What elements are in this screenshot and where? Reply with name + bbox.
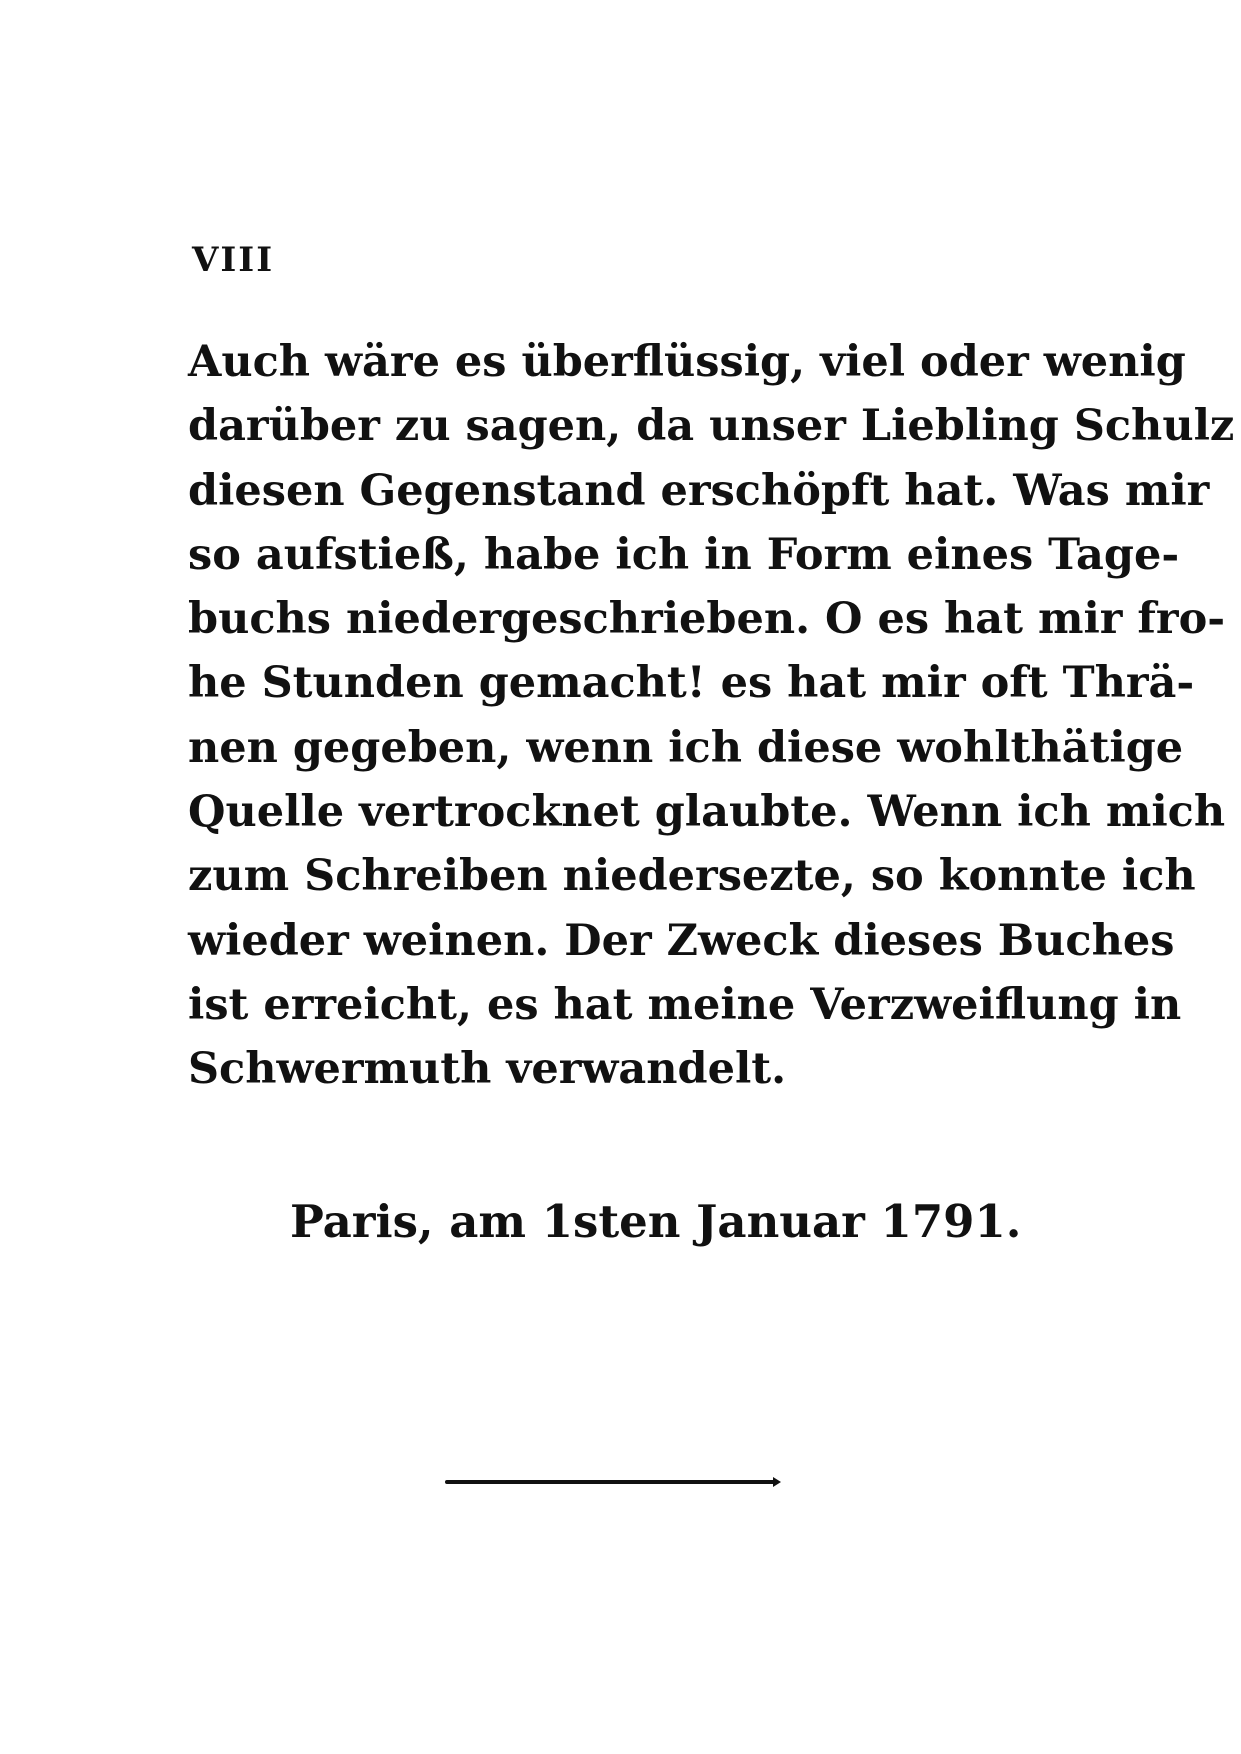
text-line: zum Schreiben niedersezte, so konnte ich xyxy=(188,851,1196,902)
text-line: diesen Gegenstand erschöpft hat. Was mir xyxy=(188,465,1210,516)
page-number: VIII xyxy=(192,240,275,280)
text-line: he Stunden gemacht! es hat mir oft Thrä- xyxy=(188,658,1195,709)
text-line: ist erreicht, es hat meine Verzweiflung in xyxy=(188,979,1182,1030)
text-line: Quelle vertrocknet glaubte. Wenn ich mich xyxy=(188,787,1226,838)
text-line: buchs niedergeschrieben. O es hat mir fro- xyxy=(188,594,1226,645)
body-text xyxy=(188,330,1235,1102)
text-line: so aufstieß, habe ich in Form eines Tage- xyxy=(188,529,1180,580)
text-line: wieder weinen. Der Zweck dieses Buches xyxy=(188,915,1175,966)
text-line: nen gegeben, wenn ich diese wohlthätige xyxy=(188,722,1184,773)
text-line: Auch wäre es überflüssig, viel oder wenig xyxy=(188,337,1186,387)
text-line: darüber zu sagen, da unser Liebling Schulz xyxy=(188,401,1235,452)
closing-rule xyxy=(445,1480,775,1484)
text-line: Schwermuth verwandelt. xyxy=(188,1044,787,1095)
signature-line: Paris, am 1sten Januar 1791. xyxy=(290,1195,1022,1248)
